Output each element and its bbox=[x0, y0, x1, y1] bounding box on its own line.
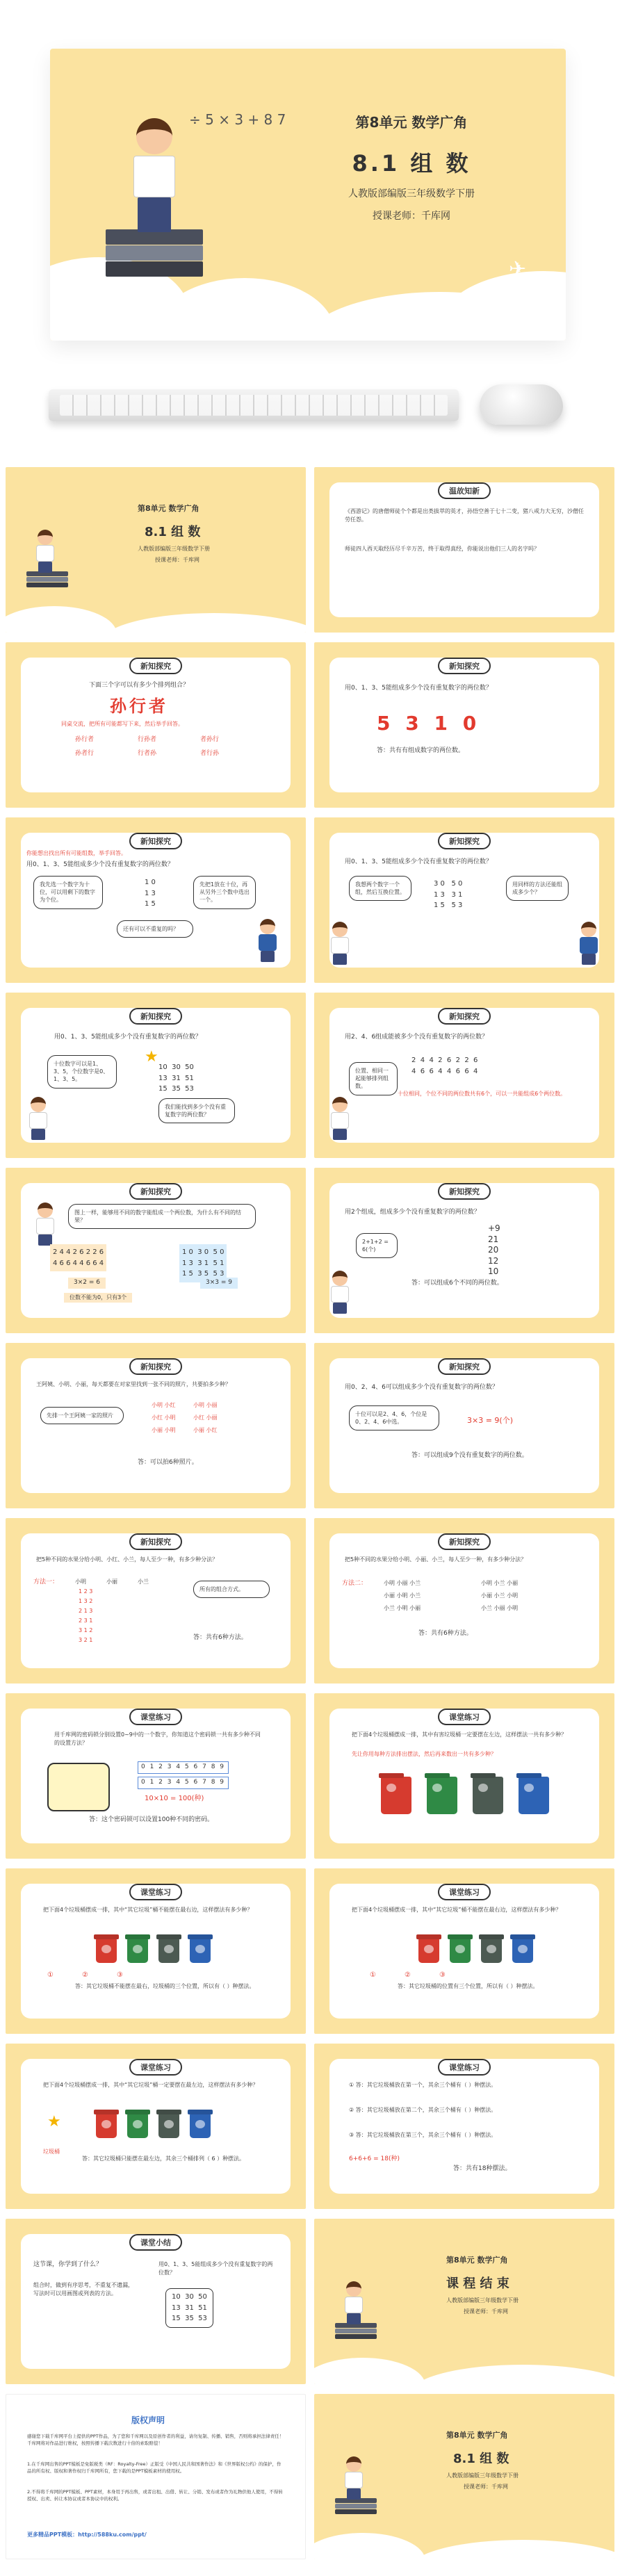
math-symbols-icon: ÷ 5 × 3 + 8 7 bbox=[189, 111, 286, 128]
summary-prompt: 这节课，你学到了什么？ bbox=[33, 2261, 103, 2268]
slide-question: 用0、1、3、5能组成多少个没有重复数字的两位数？ bbox=[54, 1034, 202, 1041]
slide-tag: 新知探究 bbox=[438, 833, 491, 849]
student-character-icon bbox=[342, 2456, 366, 2500]
slide-title: 8.1 组 数 bbox=[453, 2452, 509, 2466]
list-item: 小明 小丽 bbox=[193, 1402, 218, 1408]
option-label: ① bbox=[47, 1971, 54, 1979]
number-list: 10 30 50 13 31 51 15 35 53 bbox=[165, 2288, 213, 2328]
slide-tag: 新知探究 bbox=[438, 1008, 491, 1025]
slide-tag: 新知探究 bbox=[438, 1358, 491, 1375]
slide-tag: 课堂练习 bbox=[129, 2059, 182, 2076]
answer-cell: 者行孙 bbox=[200, 750, 220, 757]
student-character-icon bbox=[328, 922, 352, 965]
hero-unit: 第8单元 数学广角 bbox=[355, 114, 468, 131]
number-list: 10 30 50 13 31 51 15 35 53 bbox=[158, 1063, 194, 1093]
slide-tag: 新知探究 bbox=[438, 658, 491, 674]
slide-thumbnail-6[interactable] bbox=[314, 817, 614, 983]
slide-tip: 你能想出找出所有可能组数，举手回答。 bbox=[26, 850, 127, 856]
option-label: ② bbox=[405, 1971, 411, 1979]
slide-answer: 答：其它垃圾桶只能摆在最左边，其余三个桶排列（ 6 ）种摆法。 bbox=[82, 2155, 245, 2162]
slide-thumbnail-11[interactable] bbox=[6, 1343, 306, 1508]
student-character-icon bbox=[256, 919, 279, 962]
option-label: ③ bbox=[117, 1971, 123, 1979]
slide-tag: 新知探究 bbox=[129, 1358, 182, 1375]
slide-question: 用2个组成，组成多少个没有重复数字的两位数？ bbox=[345, 1209, 480, 1216]
summary-text: 组合时，做到有序思考，不重复不遗漏，写法时可以用画图或列表的方法。 bbox=[33, 2282, 133, 2297]
table-row: 小兰 小丽 小明 bbox=[481, 1605, 519, 1611]
option-label: ② bbox=[82, 1971, 88, 1979]
star-icon: ★ bbox=[145, 1048, 158, 1066]
slide-question: 把下面4个垃圾桶摆成一排，其中“其它垃圾”桶不能摆在最右边，这样摆法有多少种？ bbox=[352, 1907, 562, 1913]
slide-title: 8.1 组 数 bbox=[145, 525, 201, 539]
student-character-icon bbox=[342, 2281, 366, 2324]
number-list: +9 21 20 12 10 bbox=[488, 1223, 500, 1277]
hero-subtitle: 人教版部编版三年级数学下册 bbox=[348, 188, 475, 199]
table-row: 小丽 小明 小兰 bbox=[384, 1592, 421, 1599]
green-trash-bin-icon bbox=[127, 2113, 148, 2138]
copyright-text: 1.在千库网出售的PPT模板是免版税类（RF：Royalty-Free）正版受《中国人民共和国著作法》和《世界版权公约》的保护，作品的所有权、版权和著作权归千库网所有，您下载的是PPT模板素材的使用权。 bbox=[27, 2461, 282, 2474]
tip-label: 位数不能为0，只有3个 bbox=[64, 1293, 132, 1303]
speech-bubble: 十位可以是2、4、6，个位是0、2、4、6中选。 bbox=[349, 1405, 439, 1430]
red-trash-bin-icon bbox=[381, 1777, 411, 1814]
slide-tag: 课堂练习 bbox=[129, 1884, 182, 1900]
slide-teacher: 授课老师：千库网 bbox=[155, 557, 199, 563]
slide-unit: 第8单元 数学广角 bbox=[446, 2431, 508, 2440]
table-row: 小明 小丽 小兰 bbox=[384, 1580, 421, 1586]
slide-answer: 答：共有6种方法。 bbox=[193, 1634, 247, 1641]
slide-question: 用0、2、4、6可以组成多少个没有重复数字的两位数？ bbox=[345, 1384, 498, 1391]
column-header: 小丽 bbox=[106, 1579, 117, 1585]
slide-question: 把下面4个垃圾桶摆成一排，其中有害垃圾桶一定要摆在左边，这样摆法一共有多少种？ bbox=[352, 1731, 567, 1738]
more-templates-link[interactable]: 更多精品PPT模板：http://588ku.com/ppt/ bbox=[27, 2532, 147, 2538]
method-label: 方法二： bbox=[342, 1580, 368, 1587]
hero-slide bbox=[50, 49, 566, 341]
speech-bubble: 位置、相同一起能够排列组数。 bbox=[349, 1062, 398, 1095]
list-item: 小红 小明 bbox=[152, 1415, 176, 1421]
speech-bubble: 先把1放在十位，再从另外三个数中选出一个。 bbox=[193, 876, 256, 909]
slide-tip: 先让你用每种方法排出摆法，然后再来数出一共有多少种？ bbox=[352, 1751, 496, 1757]
slide-tip: 同桌交流，把所有可能都写下来，然后举手回答。 bbox=[61, 721, 183, 727]
table-row: 3 1 2 bbox=[79, 1627, 93, 1633]
slide-answer: 十位相同，个位不同的两位数共有6个，可以一共能组成6个两位数。 bbox=[398, 1091, 566, 1097]
slide-question: 用千库网的密码锁分别设置0~9中的一个数字，你知道这个密码锁一共有多少种不同的设置方法？ bbox=[54, 1731, 261, 1746]
slide-tag: 新知探究 bbox=[129, 1533, 182, 1550]
star-icon: ★ bbox=[47, 2113, 61, 2130]
slide-question: 把下面4个垃圾桶摆成一排，其中“其它垃圾”桶不能摆在最右边，这样摆法有多少种？ bbox=[43, 1907, 253, 1913]
slide-thumbnail-3[interactable] bbox=[6, 642, 306, 808]
slide-subtitle: 人教版部编版三年级数学下册 bbox=[446, 2472, 519, 2479]
slide-thumbnail-15[interactable] bbox=[6, 1693, 306, 1859]
red-trash-bin-icon bbox=[96, 1938, 117, 1963]
digit-row: 0 1 2 3 4 5 6 7 8 9 bbox=[138, 1761, 229, 1774]
slide-tag: 课堂练习 bbox=[438, 1709, 491, 1725]
column-header: 小兰 bbox=[138, 1579, 149, 1585]
slide-tag: 课堂练习 bbox=[129, 1709, 182, 1725]
slide-thumbnail-7[interactable] bbox=[6, 993, 306, 1158]
formula-label: 3×2 = 6 bbox=[68, 1278, 106, 1289]
slide-question: 把下面4个垃圾桶摆成一排，其中“其它垃圾”桶一定要摆在最左边，这样摆法有多少种？ bbox=[43, 2082, 259, 2088]
slide-teacher: 授课老师：千库网 bbox=[464, 2308, 508, 2315]
slide-answer: 答：共有18种摆法。 bbox=[453, 2165, 512, 2172]
hero-teacher: 授课老师：千库网 bbox=[373, 211, 450, 222]
student-character-icon bbox=[577, 922, 601, 965]
mouse-icon bbox=[480, 384, 563, 425]
slide-title: 版权声明 bbox=[131, 2415, 165, 2425]
slide-answer: 答：可以拍6种照片。 bbox=[138, 1459, 198, 1466]
paper-plane-icon: ✈ bbox=[509, 257, 527, 282]
slide-tag: 新知探究 bbox=[438, 1533, 491, 1550]
option-label: ③ bbox=[439, 1971, 446, 1979]
slide-answer: 答：共有6种方法。 bbox=[418, 1630, 473, 1637]
answer-cell: 者孙行 bbox=[200, 736, 220, 743]
blue-trash-bin-icon bbox=[519, 1777, 549, 1814]
speech-bubble: 我们能找到多少个没有重复数字的两位数？ bbox=[158, 1098, 235, 1123]
answer-cell: 行者孙 bbox=[138, 750, 157, 757]
slide-tag: 新知探究 bbox=[129, 1008, 182, 1025]
hero-title: 8.1 组 数 bbox=[352, 150, 471, 177]
number-list: 2 4 4 2 6 2 2 6 4 6 6 4 4 6 6 4 bbox=[50, 1244, 106, 1271]
slide-thumbnail-20[interactable] bbox=[314, 2044, 614, 2209]
slide-tag: 新知探究 bbox=[129, 833, 182, 849]
student-character-icon bbox=[328, 1097, 352, 1140]
speech-bubble: 2+1+2 = 6(个) bbox=[356, 1233, 398, 1258]
slide-answer: 答：可以组成6个不同的两位数。 bbox=[411, 1280, 503, 1287]
green-trash-bin-icon bbox=[127, 1938, 148, 1963]
speech-bubble: 十位数字可以是1、3、5，个位数字是0、1、3、5。 bbox=[47, 1055, 117, 1089]
digit-row: 0 1 2 3 4 5 6 7 8 9 bbox=[138, 1777, 229, 1789]
slide-thumbnail-12[interactable] bbox=[314, 1343, 614, 1508]
table-row: 1 3 2 bbox=[79, 1598, 93, 1604]
books-icon bbox=[335, 2498, 377, 2518]
student-character-icon bbox=[26, 1097, 50, 1140]
slide-highlight: 孙行者 bbox=[110, 696, 168, 716]
slide-question: 下面三个字可以有多少个排列组合？ bbox=[89, 682, 190, 689]
books-icon bbox=[106, 229, 203, 285]
slide-tag: 课堂练习 bbox=[438, 2059, 491, 2076]
answer-cell: 孙行者 bbox=[75, 736, 95, 743]
slide-tag: 温故知新 bbox=[438, 482, 491, 499]
answer-line: ③ 答：其它垃圾桶放在第三个，其余三个桶有（ ）种摆法。 bbox=[349, 2132, 497, 2138]
slide-thumbnail-22[interactable] bbox=[314, 2219, 614, 2384]
slide-question: 用0、1、3、5能组成多少个没有重复数字的两位数？ bbox=[345, 858, 492, 865]
number-list: 3 0 5 0 1 3 3 1 1 5 5 3 bbox=[434, 880, 463, 909]
answer-line: ① 答：其它垃圾桶放在第一个，其余三个桶有（ ）种摆法。 bbox=[349, 2082, 497, 2088]
red-trash-bin-icon bbox=[418, 1938, 439, 1963]
slide-question: 用0、1、3、5能组成多少个没有重复数字的两位数？ bbox=[158, 2261, 273, 2276]
copyright-text: 2.不得将千库网的PPT模板、PPT素材，本身用于再出售，或者出租、出借、转让、分销、发布或者作为礼物供他人使用，不得转授权、出卖、转让本协议或者本协议中的权利。 bbox=[27, 2489, 283, 2502]
list-item: 小明 小红 bbox=[152, 1402, 176, 1408]
slide-thumbnail-2[interactable] bbox=[314, 467, 614, 633]
table-row: 2 1 3 bbox=[79, 1608, 93, 1614]
table-row: 3 2 1 bbox=[79, 1637, 93, 1643]
gray-trash-bin-icon bbox=[158, 1938, 179, 1963]
slide-tag: 课堂练习 bbox=[438, 1884, 491, 1900]
answer-cell: 孙者行 bbox=[75, 750, 95, 757]
slide-answer: 答：其它垃圾桶不能摆在最右，垃圾桶的三个位置，所以有（ ）种摆法。 bbox=[75, 1983, 255, 1989]
gray-trash-bin-icon bbox=[473, 1777, 503, 1814]
slide-answer: 答：这个密码锁可以设置100种不同的密码。 bbox=[89, 1816, 214, 1823]
slide-question: 把5种不同的水果分给小明、小丽、小兰，每人至少一种，有多少种分法？ bbox=[345, 1556, 527, 1563]
list-item: 小丽 小红 bbox=[193, 1427, 218, 1433]
slide-thumbnail-4[interactable] bbox=[314, 642, 614, 808]
speech-bubble: 我想两个数字一个组，然后互换位置。 bbox=[349, 876, 411, 901]
speech-bubble: 我先选一个数字为十位，可以用剩下的数字为个位。 bbox=[33, 876, 103, 909]
slide-text: 《西游记》的唐僧师徒个个都是出类拔萃的英才，孙悟空善于七十二变，猪八戒力大无穷，沙僧任劳任怨。 bbox=[345, 508, 584, 523]
suitcase-icon bbox=[47, 1763, 110, 1811]
number-list: 2 4 4 2 6 2 2 6 4 6 6 4 4 6 6 4 bbox=[411, 1057, 478, 1075]
slide-highlight: 5 3 1 0 bbox=[377, 712, 481, 735]
slide-question: 用2、4、6组成能被多少个没有重复数字的两位数？ bbox=[345, 1034, 489, 1041]
books-icon bbox=[335, 2323, 377, 2342]
slide-thumbnail-24[interactable] bbox=[314, 2394, 614, 2559]
student-character-icon bbox=[328, 1271, 352, 1314]
slide-thumbnail-13[interactable] bbox=[6, 1518, 306, 1684]
list-item: 小丽 小明 bbox=[152, 1427, 176, 1433]
slide-subtitle: 人教版部编版三年级数学下册 bbox=[138, 546, 210, 552]
keyboard-icon bbox=[49, 389, 459, 421]
option-label: ① bbox=[370, 1971, 376, 1979]
slide-equation: 10×10 = 100(种) bbox=[145, 1795, 204, 1802]
green-trash-bin-icon bbox=[427, 1777, 457, 1814]
gray-trash-bin-icon bbox=[158, 2113, 179, 2138]
column-header: 小明 bbox=[75, 1579, 86, 1585]
number-list: 1 0 1 3 1 5 bbox=[145, 879, 156, 908]
slide-text: 师徒四人西天取经历尽千辛万苦，终于取得真经，你能说出他们三人的名字吗？ bbox=[345, 546, 539, 552]
table-row: 2 3 1 bbox=[79, 1617, 93, 1624]
answer-cell: 行孙者 bbox=[138, 736, 157, 743]
slide-question: 把5种不同的水果分给小明、小红、小兰，每人至少一种，有多少种分法？ bbox=[36, 1556, 218, 1563]
slide-thumbnail-8[interactable] bbox=[314, 993, 614, 1158]
slide-answer: 答：其它垃圾桶的位置有三个位置，所以有（ ）种摆法。 bbox=[398, 1983, 539, 1989]
speech-bubble: 用同样的方法还能组成多少个？ bbox=[506, 876, 569, 901]
slide-answer: 答：可以组成9个没有重复数字的两位数。 bbox=[411, 1452, 528, 1459]
slide-thumbnail-17[interactable] bbox=[6, 1868, 306, 2034]
speech-bubble: 先排一个王阿姨一家的照片 bbox=[40, 1407, 124, 1424]
slide-teacher: 授课老师：千库网 bbox=[464, 2484, 508, 2490]
table-row: 1 2 3 bbox=[79, 1588, 93, 1595]
answer-line: ② 答：其它垃圾桶放在第二个，其余三个桶有（ ）种摆法。 bbox=[349, 2107, 497, 2113]
slide-thumbnail-5[interactable] bbox=[6, 817, 306, 983]
slide-answer: 答：共有有组成数字的两位数。 bbox=[377, 747, 465, 754]
speech-bubble: 所有的组合方式。 bbox=[193, 1581, 270, 1598]
slide-thumbnail-23[interactable] bbox=[6, 2394, 306, 2559]
number-list: 1 0 3 0 5 0 1 3 3 1 5 1 1 5 3 5 5 3 bbox=[179, 1244, 227, 1282]
slide-equation: 3×3 = 9(个) bbox=[467, 1416, 514, 1425]
slide-tag: 新知探究 bbox=[438, 1183, 491, 1200]
blue-trash-bin-icon bbox=[512, 1938, 533, 1963]
student-character-icon bbox=[127, 118, 182, 236]
bin-label: 垃圾桶 bbox=[43, 2149, 60, 2155]
speech-bubble: 图上一样，能够用不同的数字能组成一个两位数，为什么有不同的结果？ bbox=[68, 1204, 256, 1229]
slide-subtitle: 人教版部编版三年级数学下册 bbox=[446, 2297, 519, 2304]
slide-tag: 课堂小结 bbox=[129, 2234, 182, 2251]
table-row: 小明 小兰 小丽 bbox=[481, 1580, 519, 1586]
list-item: 小红 小丽 bbox=[193, 1415, 218, 1421]
slide-thumbnail-1[interactable] bbox=[6, 467, 306, 633]
slide-thumbnail-18[interactable] bbox=[314, 1868, 614, 2034]
slide-question: 用0、1、3、5能组成多少个没有重复数字的两位数？ bbox=[26, 861, 174, 868]
student-character-icon bbox=[33, 530, 57, 573]
gray-trash-bin-icon bbox=[481, 1938, 502, 1963]
copyright-text: 感谢您下载千库网平台上提供的PPT作品，为了您和千库网以及原创作者的利益，请勿复制、传播、销售，否则将承担法律责任！千库网将对作品进行维权，按照传播下载次数进行十倍的索取赔偿！ bbox=[27, 2434, 284, 2446]
slide-thumbnail-16[interactable] bbox=[314, 1693, 614, 1859]
slide-thumbnail-19[interactable] bbox=[6, 2044, 306, 2209]
student-character-icon bbox=[33, 1203, 57, 1246]
slide-equation: 6+6+6 = 18(种) bbox=[349, 2155, 400, 2162]
slide-thumbnail-21[interactable] bbox=[6, 2219, 306, 2384]
table-row: 小丽 小兰 小明 bbox=[481, 1592, 519, 1599]
table-row: 小兰 小明 小丽 bbox=[384, 1605, 421, 1611]
slide-tag: 新知探究 bbox=[129, 1183, 182, 1200]
speech-bubble: 还有可以不重复的吗？ bbox=[117, 920, 193, 938]
red-trash-bin-icon bbox=[96, 2113, 117, 2138]
slide-thumbnail-14[interactable] bbox=[314, 1518, 614, 1684]
slide-tag: 新知探究 bbox=[129, 658, 182, 674]
blue-trash-bin-icon bbox=[190, 2113, 211, 2138]
slide-thumbnail-10[interactable] bbox=[314, 1168, 614, 1333]
green-trash-bin-icon bbox=[450, 1938, 471, 1963]
cloud-decoration bbox=[439, 271, 566, 341]
formula-label: 3×3 = 9 bbox=[200, 1278, 238, 1289]
slide-title: 课 程 结 束 bbox=[446, 2276, 509, 2291]
slide-question: 王阿姨、小明、小丽，每天都要在对家里找到一张不同的照片，共要拍多少种？ bbox=[36, 1381, 231, 1387]
slide-thumbnail-9[interactable] bbox=[6, 1168, 306, 1333]
slide-unit: 第8单元 数学广角 bbox=[138, 504, 199, 513]
slide-question: 用0、1、3、5能组成多少个没有重复数字的两位数？ bbox=[345, 685, 492, 692]
blue-trash-bin-icon bbox=[190, 1938, 211, 1963]
method-label: 方法一： bbox=[33, 1579, 59, 1585]
slide-unit: 第8单元 数学广角 bbox=[446, 2256, 508, 2265]
books-icon bbox=[26, 571, 68, 591]
